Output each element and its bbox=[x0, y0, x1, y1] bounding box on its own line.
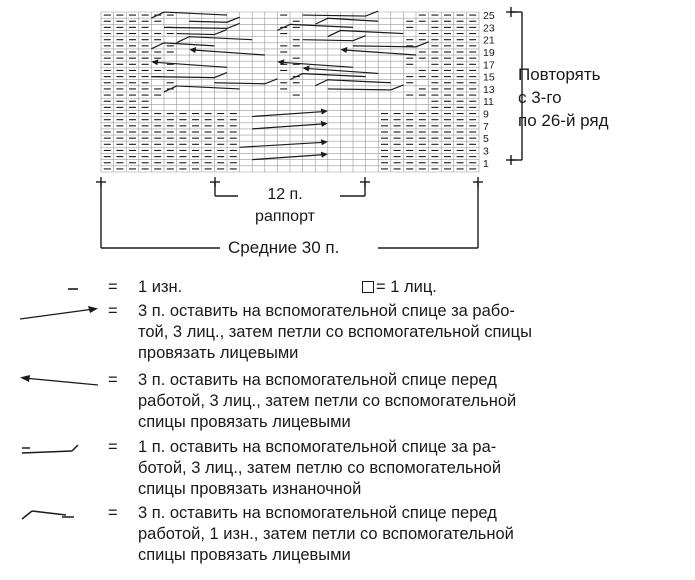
legend-line: той, 3 лиц., затем петли со вспомогательной спицы bbox=[138, 323, 532, 341]
left-arrow-cable-icon bbox=[18, 372, 100, 392]
left-cable-arrowhead bbox=[303, 65, 310, 71]
repeat-note bbox=[518, 63, 609, 132]
purl-cable-mark bbox=[315, 18, 378, 24]
knit-square-icon bbox=[362, 281, 374, 293]
legend-line: работой, 1 изн., затем петли со вспомогательной bbox=[138, 525, 514, 543]
repeat-note-line: по 26-й ряд bbox=[518, 111, 609, 130]
row-number: 11 bbox=[483, 96, 494, 109]
legend-line: провязать лицевыми bbox=[138, 344, 299, 362]
right-arrow-cable-icon bbox=[18, 303, 100, 323]
legend-line: спицы провязать лицевыми bbox=[138, 413, 351, 431]
right-cable-arrowhead bbox=[321, 152, 328, 158]
legend-line: работой, 3 лиц., затем петли со вспомогательной bbox=[138, 392, 517, 410]
equals-sign: = bbox=[108, 371, 118, 389]
purl-dash-icon bbox=[18, 279, 100, 299]
legend-desc bbox=[138, 301, 658, 364]
right-cable-arrowhead bbox=[321, 109, 328, 115]
right-purl-cable-icon bbox=[18, 439, 100, 459]
row-number: 9 bbox=[483, 108, 489, 121]
rapport-word: раппорт bbox=[255, 208, 315, 225]
legend-desc bbox=[138, 370, 658, 433]
legend-line: спицы провязать изнаночной bbox=[138, 480, 362, 498]
row-number: 13 bbox=[483, 83, 495, 96]
equals-sign: = bbox=[108, 438, 118, 456]
legend-line: 1 п. оставить на вспомогательной спице за ра- bbox=[138, 438, 497, 456]
left-cable-mark bbox=[307, 68, 379, 73]
legend-line: 1 изн. bbox=[138, 278, 183, 296]
equals-sign: = bbox=[108, 278, 118, 296]
row-number: 17 bbox=[483, 59, 495, 72]
legend-line: 3 п. оставить на вспомогательной спице перед bbox=[138, 371, 497, 389]
purl-cable-mark bbox=[151, 43, 214, 49]
row-number: 19 bbox=[483, 47, 495, 59]
repeat-note-line: Повторять bbox=[518, 65, 601, 84]
knitting-chart bbox=[0, 0, 695, 270]
equals-sign: = bbox=[108, 302, 118, 320]
rapport-count: 12 п. bbox=[267, 186, 303, 203]
legend-line: спицы провязать лицевыми bbox=[138, 546, 351, 564]
left-cable-arrowhead bbox=[189, 47, 196, 53]
legend-desc bbox=[138, 437, 658, 500]
row-number: 21 bbox=[483, 34, 495, 47]
row-number: 25 bbox=[483, 10, 495, 23]
legend-desc bbox=[138, 503, 658, 566]
left-cable-mark bbox=[193, 50, 265, 55]
legend-line: 3 п. оставить на вспомогательной спице за рабо- bbox=[138, 302, 515, 320]
row-number: 5 bbox=[483, 133, 489, 146]
row-number: 1 bbox=[483, 157, 489, 170]
legend-knit bbox=[362, 277, 437, 298]
right-cable-mark bbox=[252, 124, 324, 129]
row-number: 7 bbox=[483, 120, 489, 133]
rapport-label bbox=[240, 184, 330, 228]
chart-grid bbox=[101, 12, 479, 172]
legend-knit-text: = 1 лиц. bbox=[376, 278, 437, 296]
middle-stitches-label: Средние 30 п. bbox=[222, 238, 345, 258]
right-cable-arrowhead bbox=[321, 121, 328, 127]
left-cable-arrowhead bbox=[151, 59, 158, 65]
right-cable-mark bbox=[252, 155, 324, 160]
equals-sign: = bbox=[108, 504, 118, 522]
left-cable-arrowhead bbox=[340, 47, 347, 53]
legend-line: ботой, 3 лиц., затем петлю со вспомогательной bbox=[138, 459, 502, 477]
left-cable-mark bbox=[281, 62, 353, 67]
right-cable-arrowhead bbox=[321, 139, 328, 145]
row-number: 23 bbox=[483, 22, 495, 35]
row-number: 3 bbox=[483, 145, 489, 158]
right-cable-mark bbox=[252, 112, 324, 117]
legend-line: 3 п. оставить на вспомогательной спице перед bbox=[138, 504, 497, 522]
row-number: 15 bbox=[483, 71, 495, 84]
left-cable-mark bbox=[155, 62, 227, 67]
repeat-note-line: с 3-го bbox=[518, 88, 562, 107]
left-purl-cable-icon bbox=[18, 505, 100, 525]
left-cable-mark bbox=[344, 50, 416, 55]
row-numbers bbox=[483, 10, 495, 170]
